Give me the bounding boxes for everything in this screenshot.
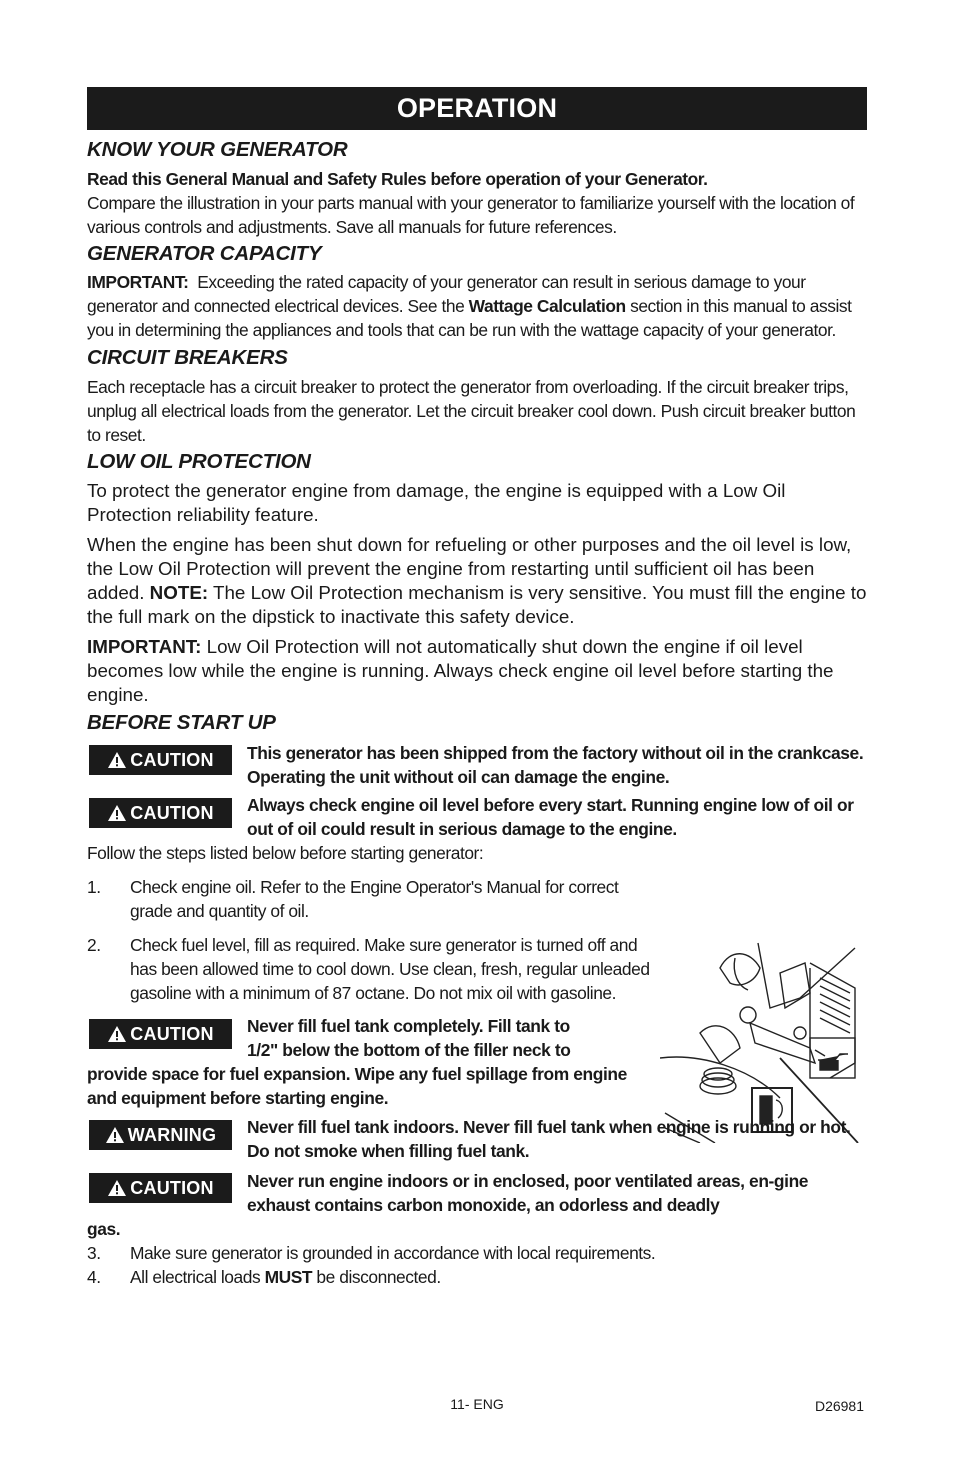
low-oil-text-3: IMPORTANT: Low Oil Protection will not automatically shut down the engine if oil level becomes low while the engine is running. Always check engine oil level before starting the engine.	[87, 636, 834, 705]
warning-triangle-icon	[107, 804, 127, 822]
warning-badge: WARNING	[89, 1120, 232, 1150]
know-text: Read this General Manual and Safety Rules before operation of your Generator. Compare the illustration in your parts manual with your generator to familiarize yourself with the location of various controls and adjustments. Save all manuals for future references.	[87, 169, 855, 237]
breakers-text: Each receptacle has a circuit breaker to protect the generator from overloading. If the circuit breaker trips, unplug all electrical loads from the generator. Let the circuit breaker cool down. Push circuit breaker button to reset.	[87, 377, 856, 445]
warning-triangle-icon	[107, 1025, 127, 1043]
caution-block-1	[87, 741, 867, 789]
page-number: 11- ENG	[450, 1396, 504, 1412]
breakers-heading: CIRCUIT BREAKERS	[87, 346, 288, 369]
capacity-text: IMPORTANT: Exceeding the rated capacity of your generator can result in serious damage to your generator and connected electrical devices. See the Wattage Calculation section in this manual to assist you in determining the appliances and tools that can be run with the wattage capacity of your generator.	[87, 272, 852, 340]
warning-text-1: Never fill fuel tank indoors. Never fill fuel tank when engine is running or hot. Do not smoke when filling fuel tank.	[247, 1117, 851, 1161]
caution-block-3	[87, 1014, 652, 1110]
warning-block-1	[87, 1115, 867, 1163]
caution-badge: CAUTION	[89, 798, 232, 828]
document-code: D26981	[814, 1398, 864, 1414]
list-item: 1. Check engine oil. Refer to the Engine Operator's Manual for correct grade and quantity of oil.	[87, 877, 619, 921]
know-heading: KNOW YOUR GENERATOR	[87, 138, 348, 161]
caution-text-3c: provide space for fuel expansion. Wipe any fuel spillage from engine and equipment before starting engine.	[87, 1064, 627, 1108]
follow-text: Follow the steps listed below before starting generator:	[87, 843, 484, 863]
caution-text-3a: Never fill fuel tank completely. Fill tank to	[247, 1016, 570, 1036]
low-oil-heading: LOW OIL PROTECTION	[87, 450, 311, 473]
warning-triangle-icon	[107, 1179, 127, 1197]
list-item: 4. All electrical loads MUST be disconnected.	[87, 1267, 441, 1287]
caution-badge: CAUTION	[89, 1019, 232, 1049]
caution-badge: CAUTION	[89, 1173, 232, 1203]
caution-text-1: This generator has been shipped from the factory without oil in the crankcase. Operating the unit without oil can damage the engine.	[247, 743, 864, 787]
list-item: 3. Make sure generator is grounded in accordance with local requirements.	[87, 1243, 656, 1263]
steps-list-a	[87, 875, 652, 1005]
capacity-heading: GENERATOR CAPACITY	[87, 242, 322, 265]
before-heading: BEFORE START UP	[87, 711, 276, 734]
warning-triangle-icon	[107, 751, 127, 769]
caution-text-3b: 1/2" below the bottom of the filler neck to	[247, 1040, 571, 1060]
low-oil-text-2: When the engine has been shut down for refueling or other purposes and the oil level is low, the Low Oil Protection will prevent the engine from restarting until sufficient oil has been added. NOTE: The Low Oil Protection mechanism is very sensitive. You must fill the engine to the full mark on the dipstick to inactivate this safety device.	[87, 534, 867, 627]
caution-block-4	[87, 1169, 867, 1241]
caution-text-4-tail: gas.	[87, 1219, 121, 1239]
warning-triangle-icon	[105, 1126, 125, 1144]
list-item: 2. Check fuel level, fill as required. Make sure generator is turned off and has been allowed time to cool down. Use clean, fresh, regular unleaded gasoline with a minimum of 87 octane. Do not mix oil with gasoline.	[87, 935, 650, 1003]
low-oil-text-1: To protect the generator engine from damage, the engine is equipped with a Low Oil Protection reliability feature.	[87, 480, 786, 525]
caution-text-4: Never run engine indoors or in enclosed, poor ventilated areas, en-gine exhaust contains carbon monoxide, an odorless and deadly	[247, 1171, 809, 1215]
steps-list-b	[87, 1241, 867, 1289]
caution-block-2	[87, 793, 867, 841]
caution-text-2: Always check engine oil level before every start. Running engine low of oil or out of oil could result in serious damage to the engine.	[247, 795, 854, 839]
section-banner: OPERATION	[87, 87, 867, 130]
caution-badge: CAUTION	[89, 745, 232, 775]
